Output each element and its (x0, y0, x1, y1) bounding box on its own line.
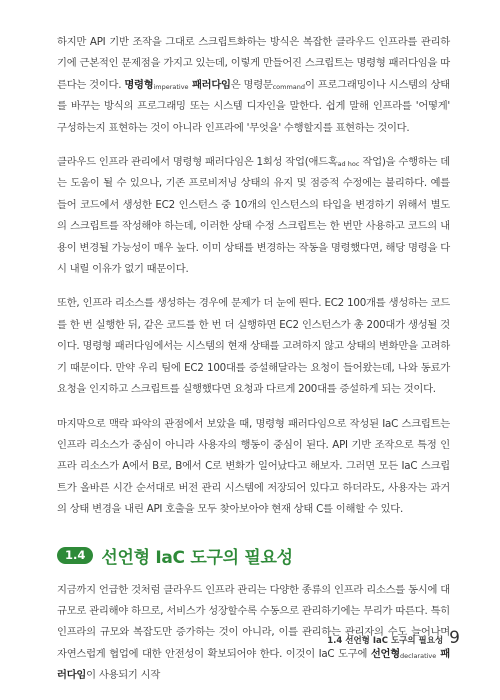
paragraph-imperative-intro (57, 32, 450, 139)
text-run: 하지만 API 기반 조작을 그대로 스크립트화하는 방식은 복잡한 클라우드 인프라를 관리하기에 근본적인 문제점을 가지고 있는데, 이렇게 만들어진 스크립트는 명령형 패러다임을 따른다는 것이다. (57, 36, 450, 91)
page-footer (327, 628, 460, 648)
paragraph-context: 마지막으로 맥락 파악의 관점에서 보았을 때, 명령형 패러다임으로 작성된 IaC 스크립트는 인프라 리소스가 중심이 아니라 사용자의 행동이 중심이 된다. API 기반 조작으로 특정 인프라 리소스가 A에서 B로, B에서 C로 변화가 일어났다고 해보자. 그러면 모든 IaC 스크립트가 올바른 시간 순서대로 버전 관리 시스템에 저장되어 있다고 하더라도, 사용자는 과거의 상태 변경을 내린 API 호출을 모두 찾아보아야 현재 상태 C를 이해할 수 있다. (57, 417, 450, 516)
term-subscript: declarative (399, 651, 437, 660)
text-run: 이 사용되기 시작 (86, 669, 161, 682)
paragraph-adhoc (57, 152, 450, 280)
section-heading (57, 543, 450, 568)
page-body (57, 32, 450, 700)
page-number: 9 (449, 628, 460, 648)
text-run: 작업)을 수행하는 데는 도움이 될 수 있으나, 기존 프로비저닝 상태의 유지 및 점증적 수정에는 불리하다. 예를 들어 코드에서 생성한 EC2 인스턴스 중 10개의 인스턴스의 타입을 변경하기 위해서 별도의 스크립트를 작성해야 하는데, 이러한 상태 수정 스크립트는 한 번만 사용하고 코드의 내용이 변경될 가능성이 매우 높다. 이미 상태를 변경하는 작동을 명령했다면, 해당 명령을 다시 내릴 이유가 없기 때문이다. (57, 156, 450, 276)
term-subscript: command (272, 82, 306, 91)
text-run: 지금까지 언급한 것처럼 클라우드 인프라 관리는 다양한 종류의 인프라 리소스를 동시에 대규모로 관리해야 하므로, 서비스가 성장할수록 수동으로 관리하기에는 무리가 따른다. 특히 인프라의 규모와 복잡도만 증가하는 것이 아니라, 이를 관리하는 관리자의 수도 늘어나며 자연스럽게 협업에 대한 안전성이 확보되어야 한다. 이것이 IaC 도구에 (57, 583, 450, 660)
section-title: 선언형 IaC 도구의 필요성 (101, 547, 293, 568)
paragraph-ec2-example: 또한, 인프라 리소스를 생성하는 경우에 문제가 더 눈에 띈다. EC2 100개를 생성하는 코드를 한 번 실행한 뒤, 같은 코드를 한 번 더 실행하면 EC2 인스턴스가 총 200대가 생성될 것이다. 명령형 패러다임에서는 시스템의 현재 상태를 고려하지 않고 상태의 변화만을 고려하기 때문이다. 만약 우리 팀에 EC2 100대를 증설해달라는 요청이 들어왔는데, 나와 동료가 요청을 인지하고 스크립트를 실행했다면 요청과 다르게 200대를 증설하게 되는 것이다. (57, 297, 450, 396)
bold-term: 선언형 (370, 647, 400, 660)
text-run: 은 명령문 (230, 78, 273, 91)
bold-term: 패러다임 (188, 78, 231, 91)
bold-term: 패러다임 (57, 647, 450, 682)
section-number-badge: 1.4 (57, 547, 93, 564)
text-run: 이 프로그래밍이나 시스템의 상태를 바꾸는 방식의 프로그래밍 또는 시스템 디자인을 말한다. 쉽게 말해 인프라를 '어떻게' 구성하는지 표현하는 것이 아니라 인프라에 '무엇을' 수행할지를 표현하는 것이다. (57, 78, 451, 134)
term-subscript: ad hoc (337, 160, 360, 169)
bold-term: 명령형 (124, 78, 154, 91)
term-subscript: imperative (153, 82, 189, 91)
running-footer-title: 1.4 선언형 IaC 도구의 필요성 (327, 636, 444, 646)
text-run: 클라우드 인프라 관리에서 명령형 패러다임은 1회성 작업(애드혹 (57, 156, 338, 169)
